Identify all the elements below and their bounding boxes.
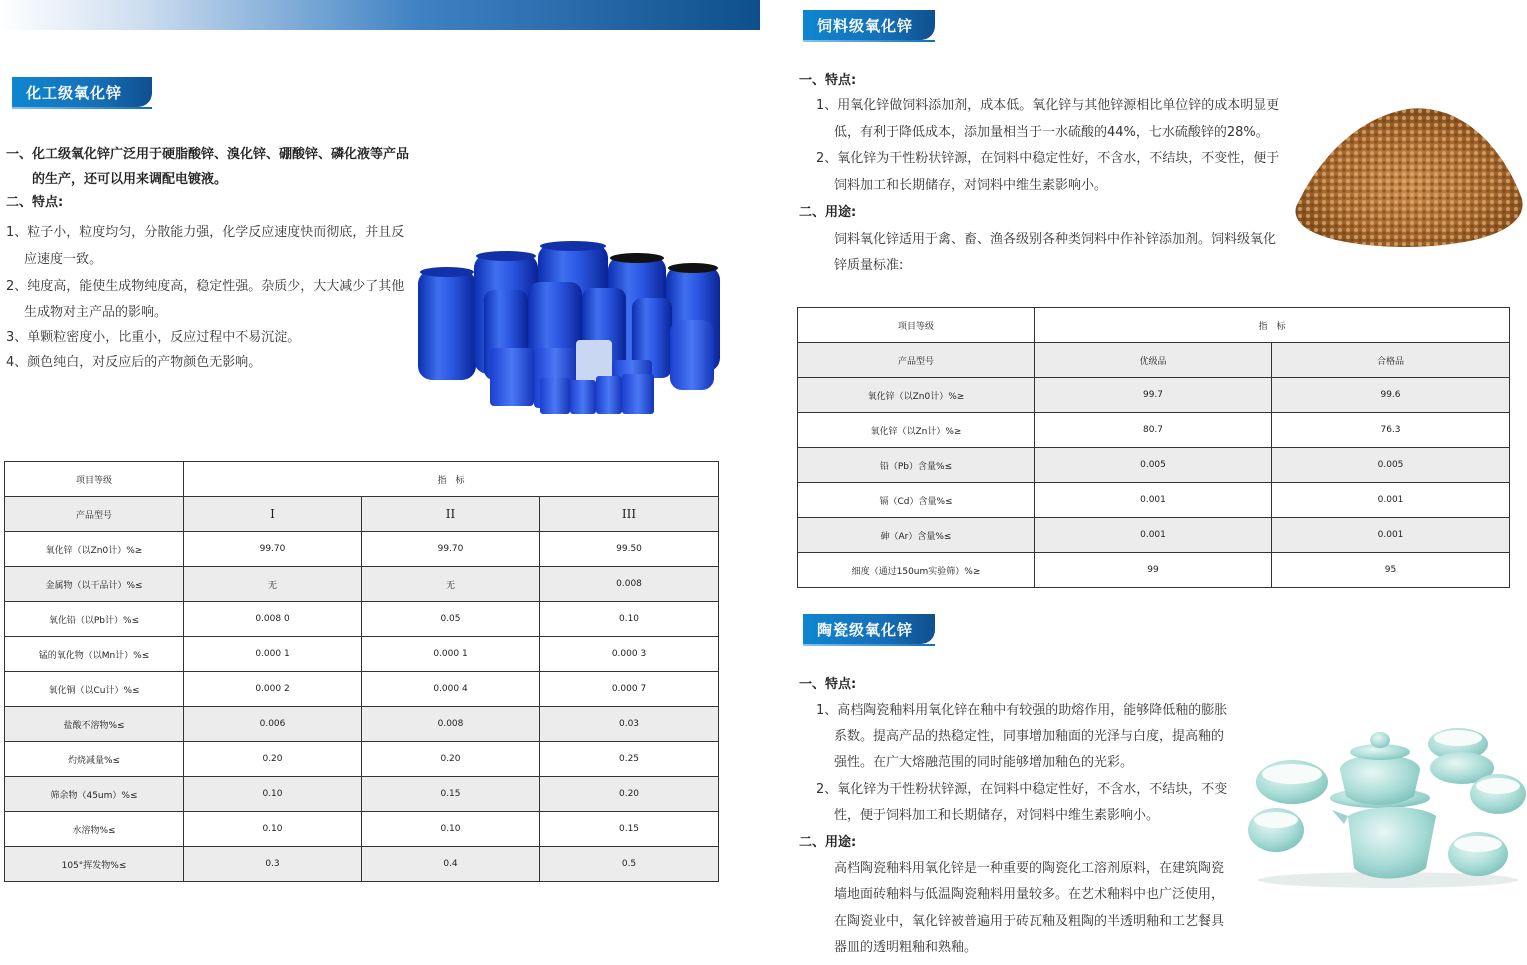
feed-feature-line: 1、用氧化锌做饲料添加剂，成本低。氧化锌与其他锌源相比单位锌的成本明显更 — [816, 98, 1280, 113]
table-cell: 金属物（以干品计）%≤ — [5, 567, 184, 602]
table-cell: 无 — [184, 567, 362, 602]
table-row — [798, 553, 1510, 588]
table-cell: 0.20 — [362, 742, 540, 777]
feed-spec-table — [797, 307, 1510, 588]
table-header-cell: 项目等级 — [5, 462, 184, 497]
table-cell: 76.3 — [1272, 413, 1510, 448]
table-header-cell: 合格品 — [1272, 343, 1510, 378]
table-row — [5, 637, 719, 672]
ceramic-grade-badge-wrap — [803, 614, 935, 646]
badge-underline — [803, 644, 935, 646]
table-cell: 0.000 1 — [362, 637, 540, 672]
table-header-row — [5, 462, 719, 497]
table-header-cell: 指 标 — [184, 462, 719, 497]
chemical-feature-line: 3、单颗粒密度小，比重小，反应过程中不易沉淀。 — [6, 330, 301, 345]
feed-usage-heading: 二、用途: — [799, 205, 857, 220]
table-header-cell: 产品型号 — [798, 343, 1035, 378]
table-cell: 锰的氧化物（以Mn计）%≤ — [5, 637, 184, 672]
ceramic-feature-line: 强性。在广大熔融范围的同时能够增加釉色的光彩。 — [834, 755, 1134, 770]
table-cell: 筛余物（45um）%≤ — [5, 777, 184, 812]
table-cell: 0.15 — [362, 777, 540, 812]
ceramic-grade-badge: 陶瓷级氧化锌 — [803, 614, 935, 644]
table-header-cell: 优级品 — [1035, 343, 1272, 378]
table-cell: 99.50 — [540, 532, 719, 567]
ceramic-usage-line: 在陶瓷业中，氧化锌被普遍用于砖瓦釉及粗陶的半透明釉和工艺餐具 — [834, 914, 1225, 929]
table-row — [798, 483, 1510, 518]
table-cell: 0.001 — [1272, 483, 1510, 518]
table-cell: 99.70 — [184, 532, 362, 567]
table-cell: 0.05 — [362, 602, 540, 637]
table-row — [798, 413, 1510, 448]
ceramic-usage-line: 墙地面砖釉料与低温陶瓷釉料用量较多。在艺术釉料中也广泛使用， — [834, 887, 1225, 902]
badge-underline — [12, 107, 152, 109]
table-cell: 细度（通过150um实验筛）%≥ — [798, 553, 1035, 588]
feed-usage-line: 锌质量标准: — [834, 258, 904, 273]
table-cell: 0.25 — [540, 742, 719, 777]
table-cell: 0.20 — [184, 742, 362, 777]
table-cell: 0.4 — [362, 847, 540, 882]
table-cell: 99 — [1035, 553, 1272, 588]
table-header-cell: II — [362, 497, 540, 532]
chemical-feature-line: 生成物对主产品的影响。 — [24, 305, 168, 320]
feed-usage-line: 饲料氧化锌适用于禽、畜、渔各级别各种类饲料中作补锌添加剂。饲料级氧化 — [834, 232, 1277, 247]
chemical-feature-line: 应速度一致。 — [24, 252, 103, 267]
table-cell: 0.000 3 — [540, 637, 719, 672]
table-row — [798, 518, 1510, 553]
table-cell: 0.000 4 — [362, 672, 540, 707]
chemical-spec-table — [4, 461, 719, 882]
chemical-feature-line: 4、颜色纯白，对反应后的产物颜色无影响。 — [6, 355, 262, 370]
table-cell: 0.20 — [540, 777, 719, 812]
table-cell: 0.15 — [540, 812, 719, 847]
table-row — [5, 812, 719, 847]
table-cell: 95 — [1272, 553, 1510, 588]
table-cell: 0.03 — [540, 707, 719, 742]
table-cell: 0.000 7 — [540, 672, 719, 707]
table-cell: 无 — [362, 567, 540, 602]
table-cell: 铅（Pb）含量%≤ — [798, 448, 1035, 483]
table-cell: 0.000 1 — [184, 637, 362, 672]
table-cell: 氧化锌（以Zn0计）%≥ — [5, 532, 184, 567]
table-row — [5, 532, 719, 567]
table-row — [5, 847, 719, 882]
table-cell: 氧化锌（以Zn0计）%≥ — [798, 378, 1035, 413]
table-cell: 99.7 — [1035, 378, 1272, 413]
table-cell: 105°挥发物%≤ — [5, 847, 184, 882]
table-cell: 0.008 0 — [184, 602, 362, 637]
table-cell: 0.10 — [540, 602, 719, 637]
table-cell: 氧化铜（以Cu计）%≤ — [5, 672, 184, 707]
table-cell: 0.001 — [1035, 518, 1272, 553]
table-cell: 0.3 — [184, 847, 362, 882]
ceramic-feature-line: 性，便于饲料加工和长期储存，对饲料中维生素影响小。 — [834, 808, 1160, 823]
ceramic-feature-line: 系数。提高产品的热稳定性，同事增加釉面的光泽与白度，提高釉的 — [834, 729, 1225, 744]
table-cell: 0.005 — [1272, 448, 1510, 483]
ceramic-usage-heading: 二、用途: — [799, 835, 857, 850]
table-row — [798, 378, 1510, 413]
chemical-feature-line: 1、粒子小，粒度均匀，分散能力强，化学反应速度快而彻底，并且反 — [6, 225, 405, 240]
table-row — [798, 448, 1510, 483]
feed-grade-badge: 饲料级氧化锌 — [803, 10, 935, 40]
chemical-grade-badge: 化工级氧化锌 — [12, 77, 152, 107]
feed-granules-image — [1290, 95, 1527, 255]
table-header-cell: 产品型号 — [5, 497, 184, 532]
table-row — [5, 602, 719, 637]
table-cell: 氧化锌（以Zn计）%≥ — [798, 413, 1035, 448]
table-cell: 0.10 — [184, 777, 362, 812]
table-cell: 灼烧减量%≤ — [5, 742, 184, 777]
chemical-feature-line: 2、纯度高，能使生成物纯度高，稳定性强。杂质少，大大减少了其他 — [6, 279, 405, 294]
table-cell: 氧化铅（以Pb计）%≤ — [5, 602, 184, 637]
badge-underline — [803, 40, 935, 42]
table-row — [5, 672, 719, 707]
table-cell: 0.006 — [184, 707, 362, 742]
ceramic-usage-line: 器皿的透明粗釉和熟釉。 — [834, 940, 978, 955]
table-cell: 0.10 — [184, 812, 362, 847]
table-cell: 镉（Cd）含量%≤ — [798, 483, 1035, 518]
ceramic-tea-set-image — [1248, 720, 1527, 890]
table-header-cell: III — [540, 497, 719, 532]
table-header-row — [5, 497, 719, 532]
table-row — [5, 707, 719, 742]
table-row — [5, 742, 719, 777]
table-header-cell: 指 标 — [1035, 308, 1510, 343]
feed-feature-line: 饲料加工和长期储存，对饲料中维生素影响小。 — [834, 178, 1108, 193]
table-cell: 0.5 — [540, 847, 719, 882]
chemical-features-heading: 二、特点: — [6, 195, 64, 210]
table-cell: 99.6 — [1272, 378, 1510, 413]
table-cell: 0.005 — [1035, 448, 1272, 483]
table-cell: 水溶物%≤ — [5, 812, 184, 847]
table-cell: 99.70 — [362, 532, 540, 567]
chemical-intro-line-1: 一、化工级氧化锌广泛用于硬脂酸锌、溴化锌、硼酸锌、磷化液等产品 — [6, 147, 410, 162]
table-cell: 0.001 — [1272, 518, 1510, 553]
feed-grade-badge-wrap — [803, 10, 935, 42]
table-cell: 0.001 — [1035, 483, 1272, 518]
table-cell: 砷（Ar）含量%≤ — [798, 518, 1035, 553]
chemical-grade-badge-wrap — [12, 77, 152, 109]
table-header-row — [798, 308, 1510, 343]
feed-features-heading: 一、特点: — [799, 73, 857, 88]
table-cell: 盐酸不溶物%≤ — [5, 707, 184, 742]
table-header-cell: 项目等级 — [798, 308, 1035, 343]
feed-feature-line: 2、氧化锌为干性粉状锌源，在饲料中稳定性好，不含水，不结块，不变性，便于 — [816, 151, 1280, 166]
table-cell: 0.000 2 — [184, 672, 362, 707]
chemical-intro-line-2: 的生产，还可以用来调配电镀液。 — [32, 172, 228, 187]
table-cell: 0.10 — [362, 812, 540, 847]
table-row — [5, 777, 719, 812]
header-gradient-bar — [0, 0, 760, 30]
ceramic-feature-line: 2、氧化锌为干性粉状锌源，在饲料中稳定性好，不含水，不结块，不变 — [816, 782, 1228, 797]
table-cell: 0.008 — [362, 707, 540, 742]
table-header-row — [798, 343, 1510, 378]
table-row — [5, 567, 719, 602]
table-header-cell: I — [184, 497, 362, 532]
blue-drums-image — [414, 240, 722, 418]
table-cell: 0.008 — [540, 567, 719, 602]
feed-feature-line: 低，有利于降低成本，添加量相当于一水硫酸的44%，七水硫酸锌的28%。 — [834, 125, 1269, 140]
ceramic-features-heading: 一、特点: — [799, 677, 857, 692]
ceramic-feature-line: 1、高档陶瓷釉料用氧化锌在釉中有较强的助熔作用，能够降低釉的膨胀 — [816, 703, 1228, 718]
table-cell: 80.7 — [1035, 413, 1272, 448]
ceramic-usage-line: 高档陶瓷釉料用氧化锌是一种重要的陶瓷化工溶剂原料，在建筑陶瓷 — [834, 861, 1225, 876]
